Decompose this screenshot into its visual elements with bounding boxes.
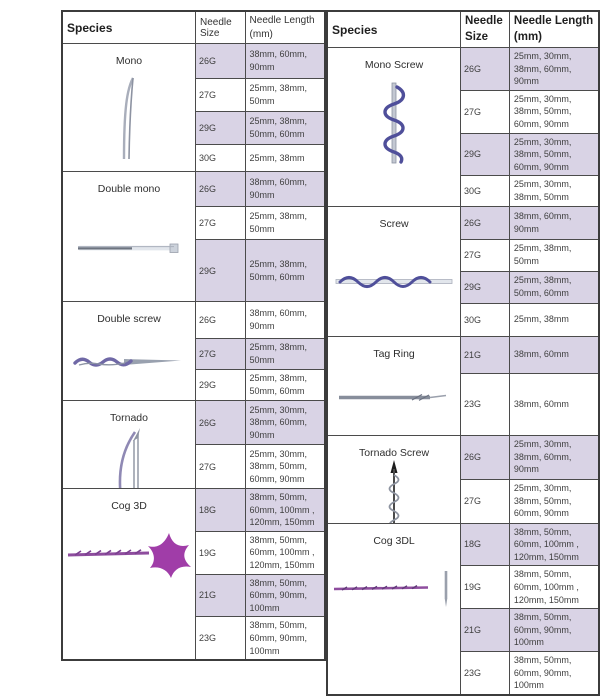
right-product-table	[326, 10, 600, 696]
needle-size-cell: 27G	[461, 239, 510, 271]
needle-size-cell: 29G	[196, 240, 246, 302]
needle-size-cell: 21G	[461, 336, 510, 373]
species-cell-screw	[327, 206, 461, 336]
needle-length-cell: 25mm, 30mm, 38mm, 50mm, 60mm, 90mm	[509, 90, 599, 133]
needle-size-cell: 29G	[196, 370, 246, 401]
species-cell-cog3dl	[327, 523, 461, 695]
species-label: Screw	[379, 217, 409, 230]
species-label: Tag Ring	[373, 347, 415, 360]
needle-length-cell: 25mm, 38mm	[509, 303, 599, 336]
cog3d-icon	[63, 512, 195, 595]
species-cell-content	[63, 44, 195, 170]
table-row	[327, 523, 599, 566]
right-needle-size-header-line2: Size	[465, 30, 489, 43]
needle-size-cell: 18G	[461, 523, 510, 566]
cog3dl-icon	[328, 547, 460, 630]
needle-size-cell: 30G	[461, 303, 510, 336]
needle-size-cell: 21G	[196, 574, 246, 617]
table-row	[327, 48, 599, 91]
needle-length-cell: 25mm, 38mm, 50mm	[245, 339, 325, 370]
needle-length-cell: 25mm, 38mm	[245, 145, 325, 172]
needle-size-cell: 26G	[196, 44, 246, 79]
left-needle-length-header-line1: Needle Length	[249, 15, 315, 26]
species-cell-double-screw	[62, 302, 196, 401]
species-cell-content	[63, 401, 195, 487]
species-cell-content	[328, 48, 460, 174]
tornado-screw-icon	[381, 459, 407, 524]
table-row	[62, 302, 325, 339]
needle-size-cell: 26G	[196, 401, 246, 445]
needle-length-cell: 38mm, 50mm, 60mm, 90mm, 100mm	[245, 617, 325, 660]
species-label: Mono	[115, 55, 143, 67]
table-row	[327, 206, 599, 239]
needle-size-cell: 26G	[461, 435, 510, 479]
needle-size-cell: 29G	[461, 271, 510, 303]
double-screw-icon	[69, 325, 189, 399]
left-needle-size-header: Needle Size	[196, 11, 246, 44]
species-cell-mono	[62, 44, 196, 172]
needle-length-cell: 38mm, 50mm, 60mm, 100mm , 120mm, 150mm	[509, 523, 599, 566]
right-needle-length-header-line1: Needle Length	[513, 15, 594, 27]
species-label: Cog 3D	[111, 500, 147, 512]
needle-size-cell: 30G	[196, 145, 246, 172]
needle-length-cell: 38mm, 50mm, 60mm, 90mm, 100mm	[245, 574, 325, 617]
needle-length-cell: 25mm, 38mm, 50mm, 60mm	[245, 240, 325, 302]
needle-length-cell: 38mm, 50mm, 60mm, 90mm, 100mm	[509, 651, 599, 694]
right-needle-length-header-line2: (mm)	[513, 30, 543, 43]
species-label: Tornado	[110, 412, 148, 424]
mono-screw-icon	[379, 71, 409, 174]
needle-size-cell: 19G	[196, 531, 246, 574]
needle-length-cell: 25mm, 30mm, 38mm, 50mm, 60mm, 90mm	[245, 445, 325, 489]
needle-size-cell: 26G	[461, 206, 510, 239]
left-table-body	[62, 44, 325, 661]
needle-length-cell: 38mm, 60mm, 90mm	[245, 172, 325, 207]
table-row	[327, 336, 599, 373]
species-cell-content	[328, 337, 460, 434]
table-row	[62, 401, 325, 445]
needle-size-cell: 29G	[196, 112, 246, 145]
needle-size-cell: 19G	[461, 566, 510, 609]
left-needle-length-header-line2: (mm)	[249, 28, 273, 40]
needle-size-cell: 29G	[461, 133, 510, 176]
left-product-table	[61, 10, 326, 661]
needle-size-cell: 27G	[461, 90, 510, 133]
species-cell-tornado	[62, 401, 196, 489]
needle-length-cell: 25mm, 38mm, 50mm, 60mm	[245, 112, 325, 145]
right-needle-size-header-line1: Needle	[465, 15, 503, 27]
needle-length-cell: 38mm, 60mm, 90mm	[509, 206, 599, 239]
needle-size-cell: 27G	[196, 339, 246, 370]
table-row	[62, 44, 325, 79]
needle-length-cell: 38mm, 50mm, 60mm, 100mm , 120mm, 150mm	[509, 566, 599, 609]
right-table-body	[327, 48, 599, 695]
species-cell-mono-screw	[327, 48, 461, 207]
tables-container	[61, 10, 600, 696]
needle-length-cell: 25mm, 38mm, 50mm, 60mm	[509, 271, 599, 303]
right-species-header: Species	[327, 11, 461, 48]
needle-size-cell: 27G	[461, 479, 510, 523]
left-header-row	[62, 11, 325, 44]
needle-size-cell: 27G	[196, 79, 246, 112]
species-label: Double screw	[97, 313, 161, 325]
tornado-icon	[107, 424, 151, 489]
right-header-row	[327, 11, 599, 48]
species-cell-tornado-screw	[327, 435, 461, 523]
needle-length-cell: 25mm, 30mm, 38mm, 60mm, 90mm	[245, 401, 325, 445]
species-label: Tornado Screw	[359, 446, 430, 459]
left-species-header: Species	[62, 11, 196, 44]
needle-size-cell: 23G	[461, 373, 510, 435]
needle-length-cell: 25mm, 38mm, 50mm	[509, 239, 599, 271]
needle-length-cell: 25mm, 30mm, 38mm, 60mm, 90mm	[509, 435, 599, 479]
species-cell-content	[63, 302, 195, 399]
needle-size-cell: 18G	[196, 489, 246, 532]
needle-size-cell: 26G	[196, 172, 246, 207]
species-cell-content	[328, 207, 460, 335]
species-cell-content	[328, 436, 460, 522]
species-label: Cog 3DL	[373, 534, 415, 547]
needle-size-cell: 26G	[461, 48, 510, 91]
needle-size-cell: 23G	[461, 651, 510, 694]
species-cell-content	[63, 489, 195, 595]
needle-size-cell: 26G	[196, 302, 246, 339]
needle-size-cell: 27G	[196, 207, 246, 240]
species-cell-cog3d	[62, 489, 196, 661]
needle-length-cell: 25mm, 30mm, 38mm, 50mm, 60mm, 90mm	[509, 479, 599, 523]
right-needle-size-header	[461, 11, 510, 48]
needle-length-cell: 38mm, 50mm, 60mm, 90mm, 100mm	[509, 609, 599, 652]
species-cell-tag-ring	[327, 336, 461, 435]
needle-length-cell: 38mm, 50mm, 60mm, 100mm , 120mm, 150mm	[245, 489, 325, 532]
needle-size-cell: 23G	[196, 617, 246, 660]
needle-size-cell: 27G	[196, 445, 246, 489]
species-label: Mono Screw	[364, 59, 424, 72]
needle-length-cell: 38mm, 60mm, 90mm	[245, 302, 325, 339]
needle-length-cell: 25mm, 38mm, 50mm, 60mm	[245, 370, 325, 401]
needle-length-cell: 25mm, 38mm, 50mm	[245, 79, 325, 112]
table-row	[62, 489, 325, 532]
double-mono-icon	[74, 195, 184, 300]
species-cell-content	[328, 524, 460, 630]
table-row	[62, 172, 325, 207]
species-cell-double-mono	[62, 172, 196, 302]
needle-length-cell: 25mm, 30mm, 38mm, 50mm	[509, 176, 599, 206]
left-needle-length-header	[245, 11, 325, 44]
needle-length-cell: 25mm, 30mm, 38mm, 50mm, 60mm, 90mm	[509, 133, 599, 176]
needle-length-cell: 38mm, 60mm	[509, 336, 599, 373]
tag-ring-icon	[334, 360, 454, 434]
table-row	[327, 435, 599, 479]
needle-length-cell: 38mm, 60mm	[509, 373, 599, 435]
right-needle-length-header	[509, 11, 599, 48]
needle-length-cell: 25mm, 30mm, 38mm, 60mm, 90mm	[509, 48, 599, 91]
mono-icon	[114, 67, 144, 170]
species-cell-content	[63, 172, 195, 300]
screw-icon	[332, 230, 456, 335]
needle-size-cell: 21G	[461, 609, 510, 652]
needle-length-cell: 25mm, 38mm, 50mm	[245, 207, 325, 240]
species-label: Double mono	[97, 183, 161, 195]
needle-length-cell: 38mm, 50mm, 60mm, 100mm , 120mm, 150mm	[245, 531, 325, 574]
needle-length-cell: 38mm, 60mm, 90mm	[245, 44, 325, 79]
needle-size-cell: 30G	[461, 176, 510, 206]
